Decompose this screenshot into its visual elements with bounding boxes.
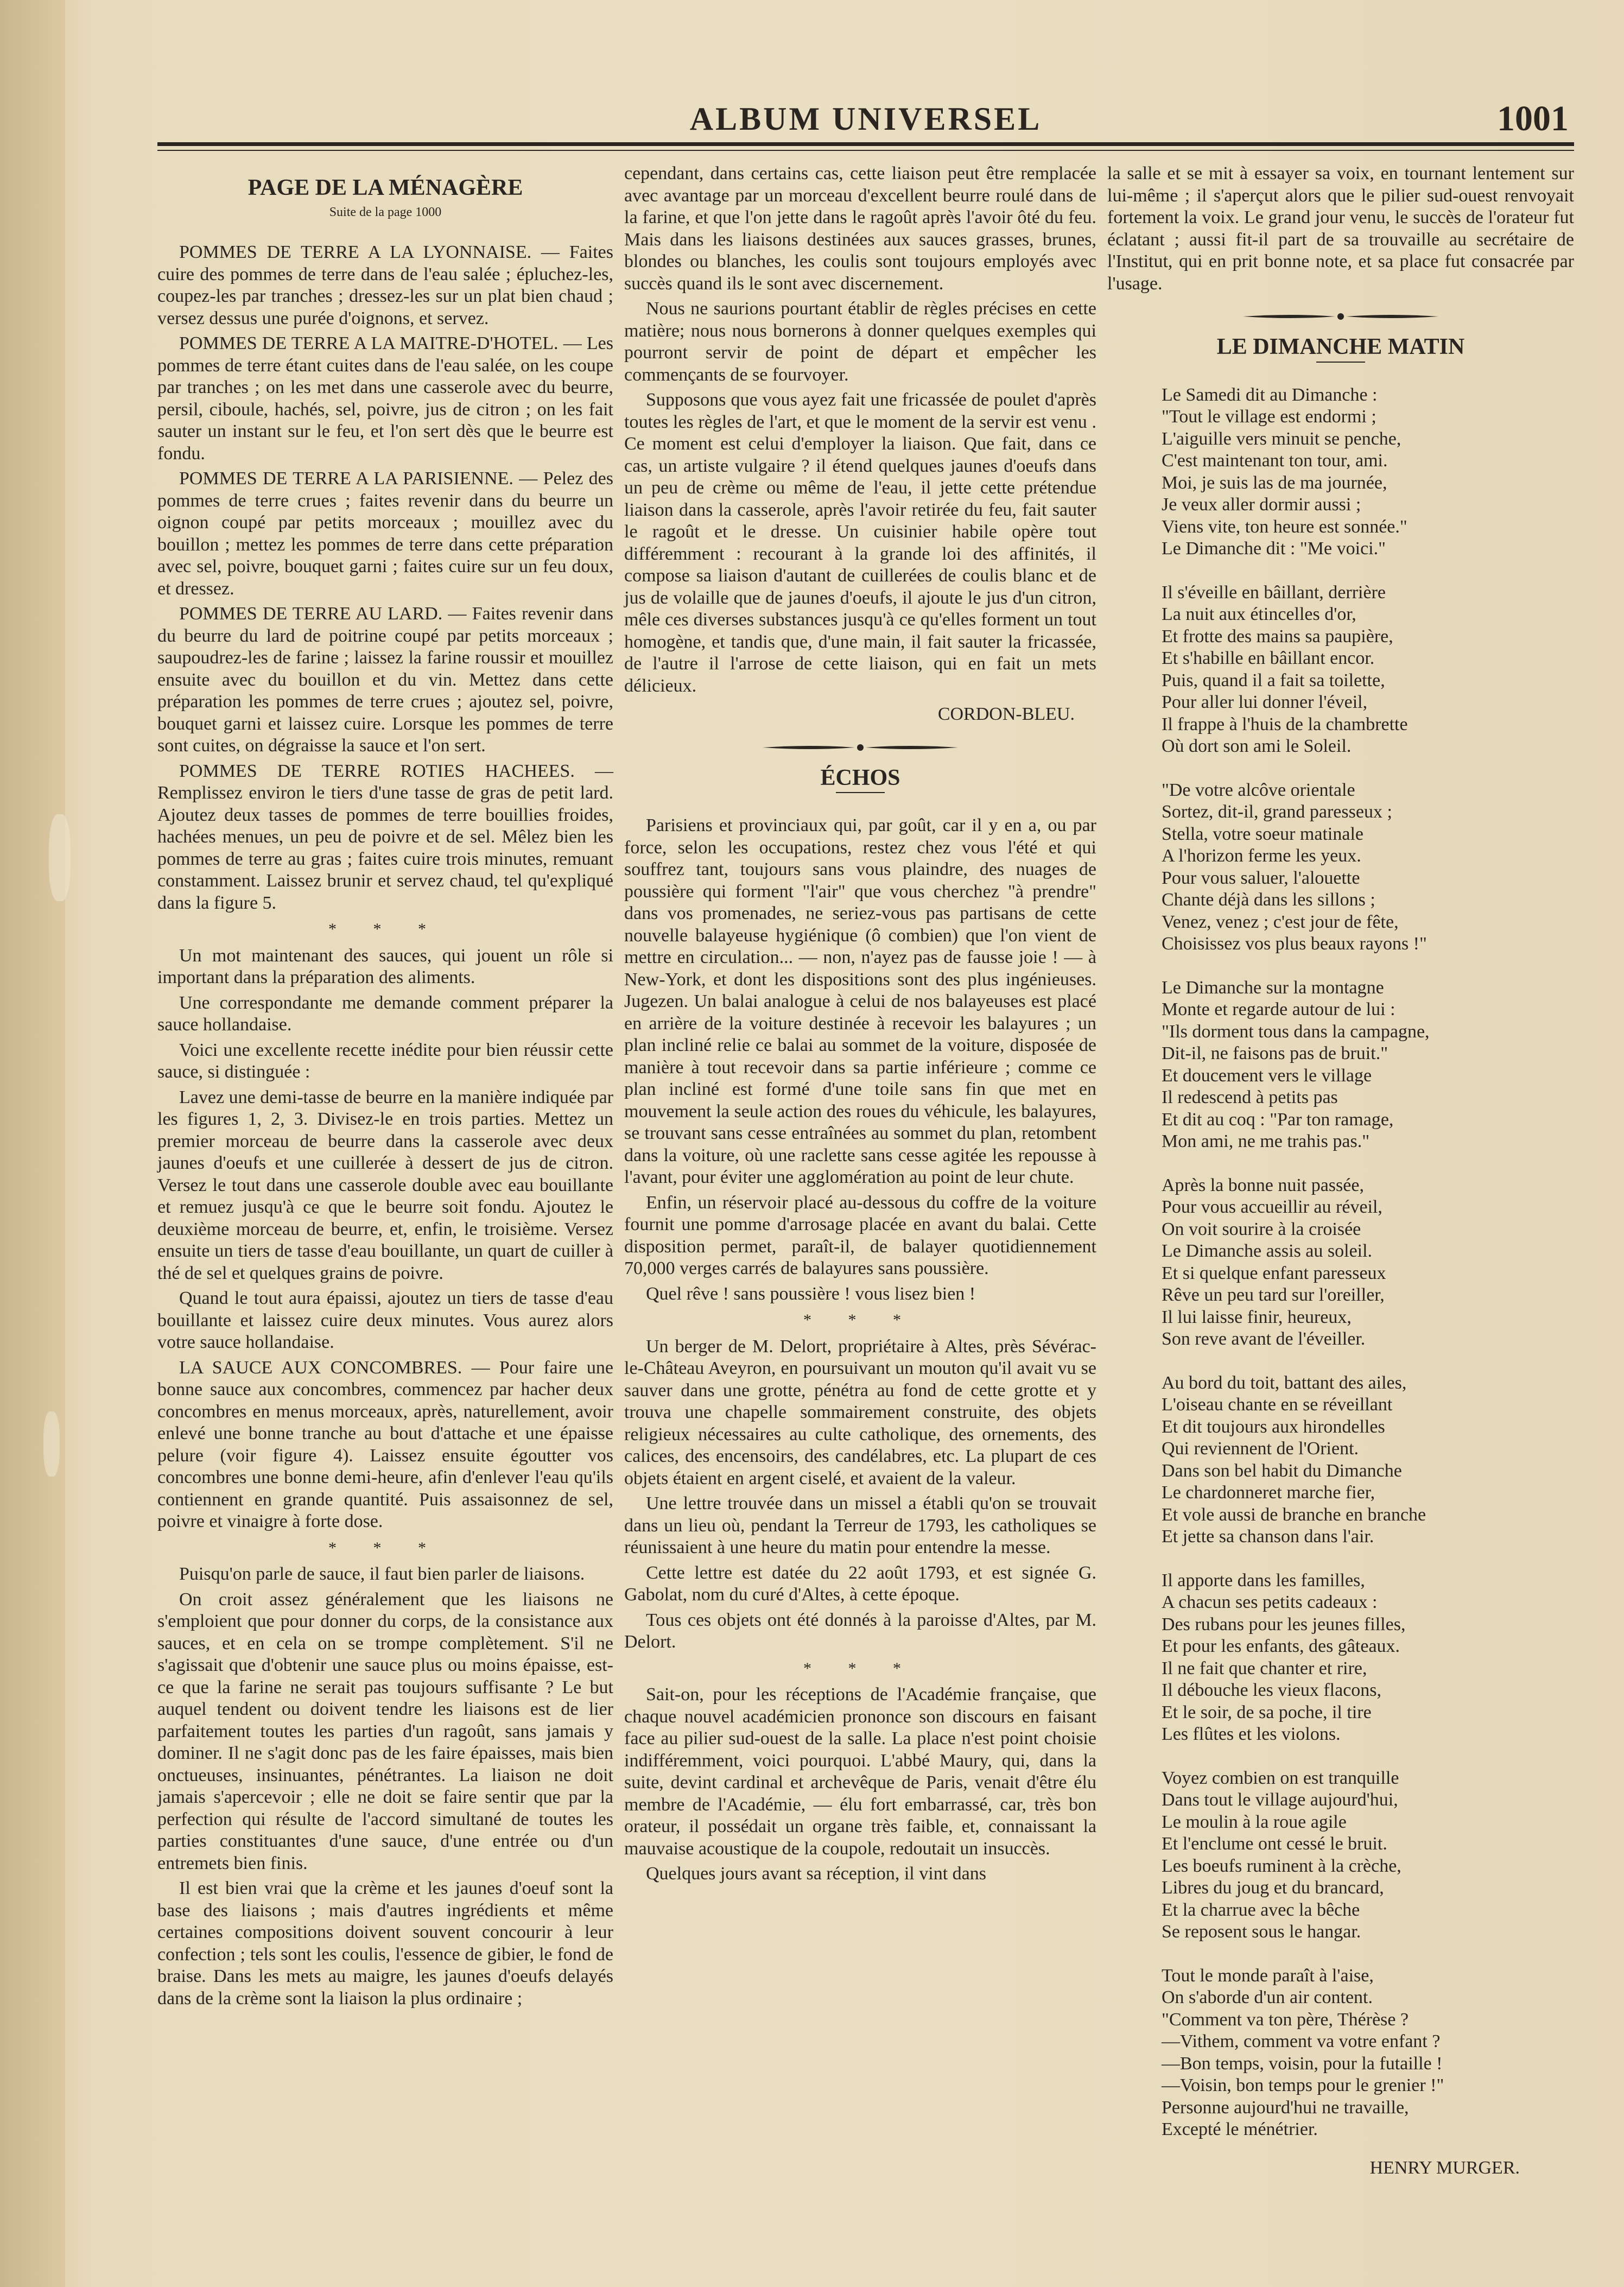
poem-title: LE DIMANCHE MATIN bbox=[1216, 334, 1465, 359]
paragraph: Lavez une demi-tasse de beurre en la manière indiquée par les figures 1, 2, 3. Divisez-le en trois parties. Mettez un premier morceau de beurre dans la casserole avec deux jaunes d'oeufs et une cuillerée à dessert de jus de citron. Versez le tout dans une casserole double avec eau bouillante et remuez jusqu'à ce que le beurre soit fondu. Ajoutez le deuxième morceau de beurre, et, enfin, le troisième. Versez ensuite un tiers de tasse d'eau bouillante, un quart de cuiller à thé de sel et quelques grains de poivre. bbox=[157, 1087, 613, 1283]
poem-line: Se reposent sous le hangar. bbox=[1162, 1922, 1361, 1942]
poem-line: Pour aller lui donner l'éveil, bbox=[1162, 692, 1368, 712]
poem-line: Et pour les enfants, des gâteaux. bbox=[1162, 1636, 1400, 1656]
poem-line: Rêve un peu tard sur l'oreiller, bbox=[1162, 1285, 1385, 1305]
poem-line: —Vithem, comment va votre enfant ? bbox=[1162, 2031, 1441, 2051]
poem-line: Qui reviennent de l'Orient. bbox=[1162, 1439, 1359, 1459]
poem-line: Sortez, dit-il, grand paresseux ; bbox=[1162, 802, 1392, 822]
poem-line: Le chardonneret marche fier, bbox=[1162, 1483, 1375, 1503]
section-title-menagere: PAGE DE LA MÉNAGÈRE bbox=[248, 175, 523, 200]
paragraph: POMMES DE TERRE ROTIES HACHEES. — Remplissez environ le tiers d'une tasse de gras de petit lard. Ajoutez deux tasses de pommes de terre bouillies froides, hachées menues, un peu de poivre et de sel. Mêlez bien les pommes de terre au gras ; faites cuire trois minutes, remuant constamment. Laissez brunir et servez chaud, tel qu'expliqué dans la figure 5. bbox=[157, 761, 613, 913]
poem-line: Après la bonne nuit passée, bbox=[1162, 1175, 1364, 1195]
poem-line: A chacun ses petits cadeaux : bbox=[1162, 1592, 1378, 1612]
poem-line: La nuit aux étincelles d'or, bbox=[1162, 604, 1356, 624]
poem-line: Dans son bel habit du Dimanche bbox=[1162, 1460, 1402, 1481]
poem-line: Et jette sa chanson dans l'air. bbox=[1162, 1526, 1374, 1547]
poem-line: Chante déjà dans les sillons ; bbox=[1162, 890, 1375, 910]
poem-line: C'est maintenant ton tour, ami. bbox=[1162, 451, 1388, 471]
poem-line: Personne aujourd'hui ne travaille, bbox=[1162, 2097, 1409, 2118]
poem-stanza bbox=[1162, 582, 1574, 758]
poem-line: Où dort son ami le Soleil. bbox=[1162, 736, 1352, 756]
poem-line: Son reve avant de l'éveiller. bbox=[1162, 1329, 1366, 1349]
poem-line: Tout le monde paraît à l'aise, bbox=[1162, 1965, 1374, 1986]
poem-line: Et s'habille en bâillant encor. bbox=[1162, 648, 1375, 668]
paragraph-continued: cependant, dans certains cas, cette liaison peut être remplacée avec avantage par un morceau d'excellent beurre roulé dans de la farine, et que l'on jette dans le ragoût après l'avoir ôté du feu. Mais dans les liaisons destinées aux sauces grasses, brunes, blondes ou blanches, les coulis sont toujours employés avec succès quand ils le sont avec discernement. bbox=[624, 163, 1096, 294]
poem-line: Il ne fait que chanter et rire, bbox=[1162, 1658, 1367, 1678]
page-number: 1001 bbox=[1497, 99, 1569, 138]
paragraph: Une lettre trouvée dans un missel a établi qu'on se trouvait dans un lieu où, pendant la Terreur de 1793, les catholiques se réunissaient à une heure du matin pour entendre la messe. bbox=[624, 1493, 1096, 1557]
paragraph: Quel rêve ! sans poussière ! vous lisez bien ! bbox=[646, 1283, 976, 1304]
poem-line: "Tout le village est endormi ; bbox=[1162, 407, 1376, 427]
column-2 bbox=[624, 163, 1096, 1889]
poem-line: Des rubans pour les jeunes filles, bbox=[1162, 1614, 1406, 1635]
poem-line: Et vole aussi de branche en branche bbox=[1162, 1504, 1426, 1525]
poem-stanza bbox=[1162, 1175, 1574, 1351]
section-separator: * * * bbox=[803, 1659, 917, 1677]
poem-line: Viens vite, ton heure est sonnée." bbox=[1162, 516, 1407, 537]
section-subtitle: Suite de la page 1000 bbox=[329, 205, 442, 219]
paragraph: POMMES DE TERRE A LA PARISIENNE. — Pelez des pommes de terre crues ; faites revenir dans du beurre un oignon coupé par petits morceaux ; mouillez avec du bouillon ; mettez les pommes de terre dans cette préparation avec sel, poivre, bouquet garni ; faites cuire sur un feu doux, et dressez. bbox=[157, 468, 613, 599]
poem-line: Le moulin à la roue agile bbox=[1162, 1811, 1347, 1832]
poem-line: "Ils dorment tous dans la campagne, bbox=[1162, 1021, 1430, 1042]
paragraph: Une correspondante me demande comment préparer la sauce hollandaise. bbox=[157, 992, 613, 1035]
poem-line: Monte et regarde autour de lui : bbox=[1162, 999, 1395, 1019]
section-separator: * * * bbox=[803, 1311, 917, 1329]
poem-line: Et frotte des mains sa paupière, bbox=[1162, 626, 1393, 647]
masthead bbox=[157, 100, 1574, 144]
poem-line: Le Samedi dit au Dimanche : bbox=[1162, 384, 1378, 405]
paragraph: POMMES DE TERRE A LA MAITRE-D'HOTEL. — Les pommes de terre étant cuites dans de l'eau salée, on les coupe par tranches ; on les met dans une casserole avec du beurre, persil, ciboule, hachés, sel, poivre, jus de citron ; on les fait sauter un instant sur le feu, et l'on sert dès que le beurre est fondu. bbox=[157, 333, 613, 464]
poem-line: Au bord du toit, battant des ailes, bbox=[1162, 1372, 1407, 1393]
poem-line: Les boeufs ruminent à la crèche, bbox=[1162, 1855, 1401, 1876]
poem-line: Il lui laisse finir, heureux, bbox=[1162, 1307, 1352, 1327]
poem-line: Venez, venez ; c'est jour de fête, bbox=[1162, 911, 1399, 932]
poem-line: Il débouche les vieux flacons, bbox=[1162, 1680, 1382, 1700]
header-rule-thin bbox=[157, 150, 1574, 151]
poem-line: Dans tout le village aujourd'hui, bbox=[1162, 1790, 1398, 1810]
poem-author: HENRY MURGER. bbox=[1369, 2157, 1520, 2178]
poem-line: Moi, je suis las de ma journée, bbox=[1162, 472, 1387, 493]
poem-line: Choisissez vos plus beaux rayons !" bbox=[1162, 934, 1427, 954]
paragraph: Sait-on, pour les réceptions de l'Académie française, que chaque nouvel académicien prononce son discours en faisant face au pilier sud-ouest de la salle. La place n'est point choisie indifféremment, voici pourquoi. L'abbé Maury, qui, dans la suite, devint cardinal et archevêque de Paris, venait d'être élu membre de l'Académie, — élu fort embarrassé, car, très bon orateur, il possédait un organe très faible, et, connaissant la mauvaise acoustique de la coupole, redoutait un insuccès. bbox=[624, 1684, 1096, 1859]
poem-line: Il redescend à petits pas bbox=[1162, 1087, 1338, 1107]
poem-line: Et dit toujours aux hirondelles bbox=[1162, 1416, 1385, 1437]
paragraph: Enfin, un réservoir placé au-dessous du coffre de la voiture fournit une pomme d'arrosage placée en avant du balai. Cette disposition permet, paraît-il, de balayer quotidiennement 70,000 verges carrés de balayures sans poussière. bbox=[624, 1192, 1096, 1278]
section-title-echos: ÉCHOS bbox=[820, 765, 900, 790]
paragraph: Un mot maintenant des sauces, qui jouent un rôle si important dans la préparation des aliments. bbox=[157, 945, 613, 987]
paragraph: POMMES DE TERRE A LA LYONNAISE. — Faites cuire des pommes de terre dans de l'eau salée ; épluchez-les, coupez-les par tranches ; dressez-les sur un plat bien chaud ; versez dessus une purée d'oignons, et servez. bbox=[157, 242, 613, 328]
paragraph-continued: la salle et se mit à essayer sa voix, en tournant lentement sur lui-même ; il s'aperçut alors que le pilier sud-ouest renvoyait fortement la voix. Le grand jour venu, le succès de l'orateur fut éclatant ; aussi fit-il part de sa trouvaille au secrétaire de l'Institut, qui en prit bonne note, et sa place fut consacrée par l'usage. bbox=[1107, 163, 1574, 294]
poem-stanza bbox=[1162, 1767, 1574, 1943]
column-1 bbox=[157, 163, 613, 2013]
ornament-divider bbox=[1243, 311, 1438, 322]
paragraph: Voici une excellente recette inédite pour bien réussir cette sauce, si distinguée : bbox=[157, 1040, 613, 1082]
poem-line: Le Dimanche assis au soleil. bbox=[1162, 1241, 1373, 1261]
ornament-divider bbox=[763, 742, 958, 753]
poem-line: Puis, quand il a fait sa toilette, bbox=[1162, 670, 1385, 690]
poem-stanza bbox=[1162, 1570, 1574, 1746]
poem bbox=[1107, 384, 1574, 2141]
paragraph: Parisiens et provinciaux qui, par goût, car il y en a, ou par force, selon les occupations, restez chez vous l'été et qui souffrez tant, toujours sans vous plaindre, des nuages de poussière qui forment "l'air" que vous cherchez "à prendre" dans vos promenades, ne seriez-vous pas partisans de cette nouvelle balayeuse hygiénique (ô combien) que l'on vient de mettre en circulation... — non, n'ayez pas de fausse joie ! — à New-York, et dont les dispositions sont des plus ingénieuses. Jugezen. Un balai analogue à celui de nos balayeuses est placé en arrière de la voiture destinée à recevoir les balayures ; un plan incliné relie ce balai au sommet de la voiture, disposée de manière à tout recevoir dans sa partie inférieure ; comme ce plan incliné est formé d'une toile sans fin que met en mouvement la seule action des roues du véhicule, les balayures, se trouvant sans cesse entraînées au sommet du plan, retombent dans la voiture, où une raclette sans cesse agitée les repousse à l'avant, pour éviter une agglomération au point de leur chute. bbox=[624, 815, 1096, 1187]
section-separator: * * * bbox=[328, 1538, 442, 1557]
poem-stanza bbox=[1162, 977, 1574, 1153]
poem-line: Voyez combien on est tranquille bbox=[1162, 1767, 1399, 1788]
poem-line: Et le soir, de sa poche, il tire bbox=[1162, 1702, 1372, 1722]
page-gutter bbox=[0, 0, 65, 2287]
poem-line: Le Dimanche dit : "Me voici." bbox=[1162, 539, 1386, 559]
paragraph: Supposons que vous ayez fait une fricassée de poulet d'après toutes les règles de l'art, et que le moment de la servir est venu . Ce moment est celui d'employer la liaison. Que fait, dans ce cas, un artiste vulgaire ? il étend quelques jaunes d'oeufs dans un peu de crème ou même de l'eau, il jette cette prétendue liaison dans la casserole, après l'avoir retirée du feu, fait sauter le ragoût et le dresse. Un cuisinier habile opère tout différemment : recourant à la grande loi des affinités, il compose sa liaison d'autant de cuillerées de coulis blanc et de jus de volaille que de jaunes d'oeufs, il ajoute le jus d'un citron, mêle ces diverses substances jusqu'à ce qu'elles forment un tout homogène, et tandis que, d'une main, il fait sauter la fricassée, de l'autre il l'arrose de cette liaison, qui en fait un mets délicieux. bbox=[624, 390, 1096, 696]
paragraph: Un berger de M. Delort, propriétaire à Altes, près Sévérac-le-Château Aveyron, en poursuivant un mouton qu'il avait vu se sauver dans une grotte, pénétra au fond de cette grotte et y trouva une chapelle sommairement construite, des objets religieux nécessaires au culte catholique, des ornements, des calices, des encensoirs, des candélabres, etc. La plupart de ces objets étaient en argent ciselé, et avaient de la valeur. bbox=[624, 1336, 1096, 1488]
signature: CORDON-BLEU. bbox=[937, 704, 1075, 724]
poem-line: Excepté le ménétrier. bbox=[1162, 2119, 1318, 2139]
poem-line: Et la charrue avec la bêche bbox=[1162, 1899, 1360, 1920]
poem-stanza bbox=[1162, 780, 1574, 955]
poem-line: Il s'éveille en bâillant, derrière bbox=[1162, 582, 1386, 603]
poem-line: Dit-il, ne faisons pas de bruit." bbox=[1162, 1043, 1388, 1063]
paragraph: Nous ne saurions pourtant établir de règles précises en cette matière; nous nous bornerons à donner quelques exemples qui pourront servir de point de départ et empêcher les commençants de se fourvoyer. bbox=[624, 299, 1096, 385]
poem-line: —Voisin, bon temps pour le grenier !" bbox=[1162, 2075, 1444, 2095]
poem-line: On voit sourire à la croisée bbox=[1162, 1219, 1361, 1239]
paper-wear bbox=[49, 814, 71, 901]
poem-line: Le Dimanche sur la montagne bbox=[1162, 977, 1384, 998]
poem-line: Les flûtes et les violons. bbox=[1162, 1724, 1341, 1744]
poem-line: "Comment va ton père, Thérèse ? bbox=[1162, 2009, 1409, 2030]
paragraph: Tous ces objets ont été donnés à la paroisse d'Altes, par M. Delort. bbox=[624, 1610, 1096, 1652]
poem-line: Pour vous accueillir au réveil, bbox=[1162, 1197, 1382, 1217]
poem-stanza bbox=[1162, 384, 1574, 560]
poem-line: A l'horizon ferme les yeux. bbox=[1162, 846, 1361, 866]
poem-line: L'aiguille vers minuit se penche, bbox=[1162, 428, 1401, 449]
poem-line: "De votre alcôve orientale bbox=[1162, 780, 1355, 800]
paragraph: Puisqu'on parle de sauce, il faut bien parler de liaisons. bbox=[179, 1564, 585, 1584]
poem-stanza bbox=[1162, 1372, 1574, 1548]
poem-line: Mon ami, ne me trahis pas." bbox=[1162, 1131, 1370, 1151]
poem-line: L'oiseau chante en se réveillant bbox=[1162, 1395, 1393, 1415]
poem-line: Il apporte dans les familles, bbox=[1162, 1570, 1365, 1591]
poem-line: Libres du joug et du brancard, bbox=[1162, 1878, 1384, 1898]
paper-wear bbox=[43, 1411, 60, 1477]
poem-line: On s'aborde d'un air content. bbox=[1162, 1987, 1373, 2007]
paragraph: POMMES DE TERRE AU LARD. — Faites revenir dans du beurre du lard de poitrine coupé par petits morceaux ; saupoudrez-les de farine ; laissez la farine roussir et mouillez ensuite avec du bouillon et du vin. Mettez dans cette préparation les pommes de terre crues ; ajoutez sel, poivre, bouquet garni et laissez cuire. Lorsque les pommes de terre sont cuites, on dégraisse la sauce et l'on sert. bbox=[157, 604, 613, 756]
title-underline bbox=[1316, 362, 1365, 363]
poem-line: Et si quelque enfant paresseux bbox=[1162, 1263, 1386, 1283]
poem-line: Stella, votre soeur matinale bbox=[1162, 823, 1363, 844]
header-rule bbox=[157, 142, 1574, 146]
paragraph: Quand le tout aura épaissi, ajoutez un tiers de tasse d'eau bouillante et laissez cuire deux minutes. Vous aurez alors votre sauce hollandaise. bbox=[157, 1288, 613, 1352]
section-separator: * * * bbox=[328, 920, 442, 938]
poem-line: Pour vous saluer, l'alouette bbox=[1162, 867, 1360, 888]
paragraph: Il est bien vrai que la crème et les jaunes d'oeuf sont la base des liaisons ; mais d'autres ingrédients et même certaines compositions doivent souvent concourir à leur confection ; tels sont les coulis, l'essence de gibier, le fond de braise. Dans les mets au maigre, les jaunes d'oeufs delayés dans de la crème sont la liaison la plus ordinaire ; bbox=[157, 1878, 613, 2009]
poem-stanza bbox=[1162, 1965, 1574, 2141]
column-3 bbox=[1107, 163, 1574, 2179]
paragraph: LA SAUCE AUX CONCOMBRES. — Pour faire une bonne sauce aux concombres, commencez par hacher deux concombres en menus morceaux, après, naturellement, avoir enlevé une bonne tranche au bout d'attache et une épaisse pelure (voir figure 4). Laissez ensuite égoutter vos concombres une bonne demi-heure, afin d'enlever l'eau qu'ils contiennent en grande quantité. Puis assaisonnez de sel, poivre et vinaigre à forte dose. bbox=[157, 1357, 613, 1531]
paragraph: Cette lettre est datée du 22 août 1793, et est signée G. Gabolat, nom du curé d'Altes, à cette époque. bbox=[624, 1562, 1096, 1605]
publication-title: ALBUM UNIVERSEL bbox=[689, 101, 1042, 137]
poem-line: Et l'enclume ont cessé le bruit. bbox=[1162, 1834, 1387, 1854]
poem-line: Et dit au coq : "Par ton ramage, bbox=[1162, 1109, 1394, 1130]
poem-line: —Bon temps, voisin, pour la futaille ! bbox=[1162, 2053, 1443, 2074]
paragraph: Quelques jours avant sa réception, il vint dans bbox=[646, 1864, 986, 1884]
poem-line: Je veux aller dormir aussi ; bbox=[1162, 495, 1361, 515]
paragraph: On croit assez généralement que les liaisons ne s'emploient que pour donner du corps, de la consistance aux sauces, et en cela on se trompe complètement. S'il ne s'agissait que d'obtenir une sauce plus ou moins épaisse, est-ce que la farine ne serait pas toujours suffisante ? Le but auquel tendent ou doivent tendre les liaisons est de lier parfaitement toutes les parties d'un ragoût, sans jamais y dominer. Il ne s'agit donc pas de les faire épaisses, mais bien onctueuses, insinuantes, pénétrantes. La liaison ne doit jamais s'apercevoir ; elle ne doit se faire sentir que par la perfection qui résulte de l'accord simultané de toutes les parties constituantes d'une sauce, d'une entrée ou d'un entremets bien finis. bbox=[157, 1589, 613, 1873]
poem-line: Il frappe à l'huis de la chambrette bbox=[1162, 714, 1408, 734]
poem-line: Et doucement vers le village bbox=[1162, 1065, 1372, 1086]
title-underline bbox=[836, 792, 885, 793]
